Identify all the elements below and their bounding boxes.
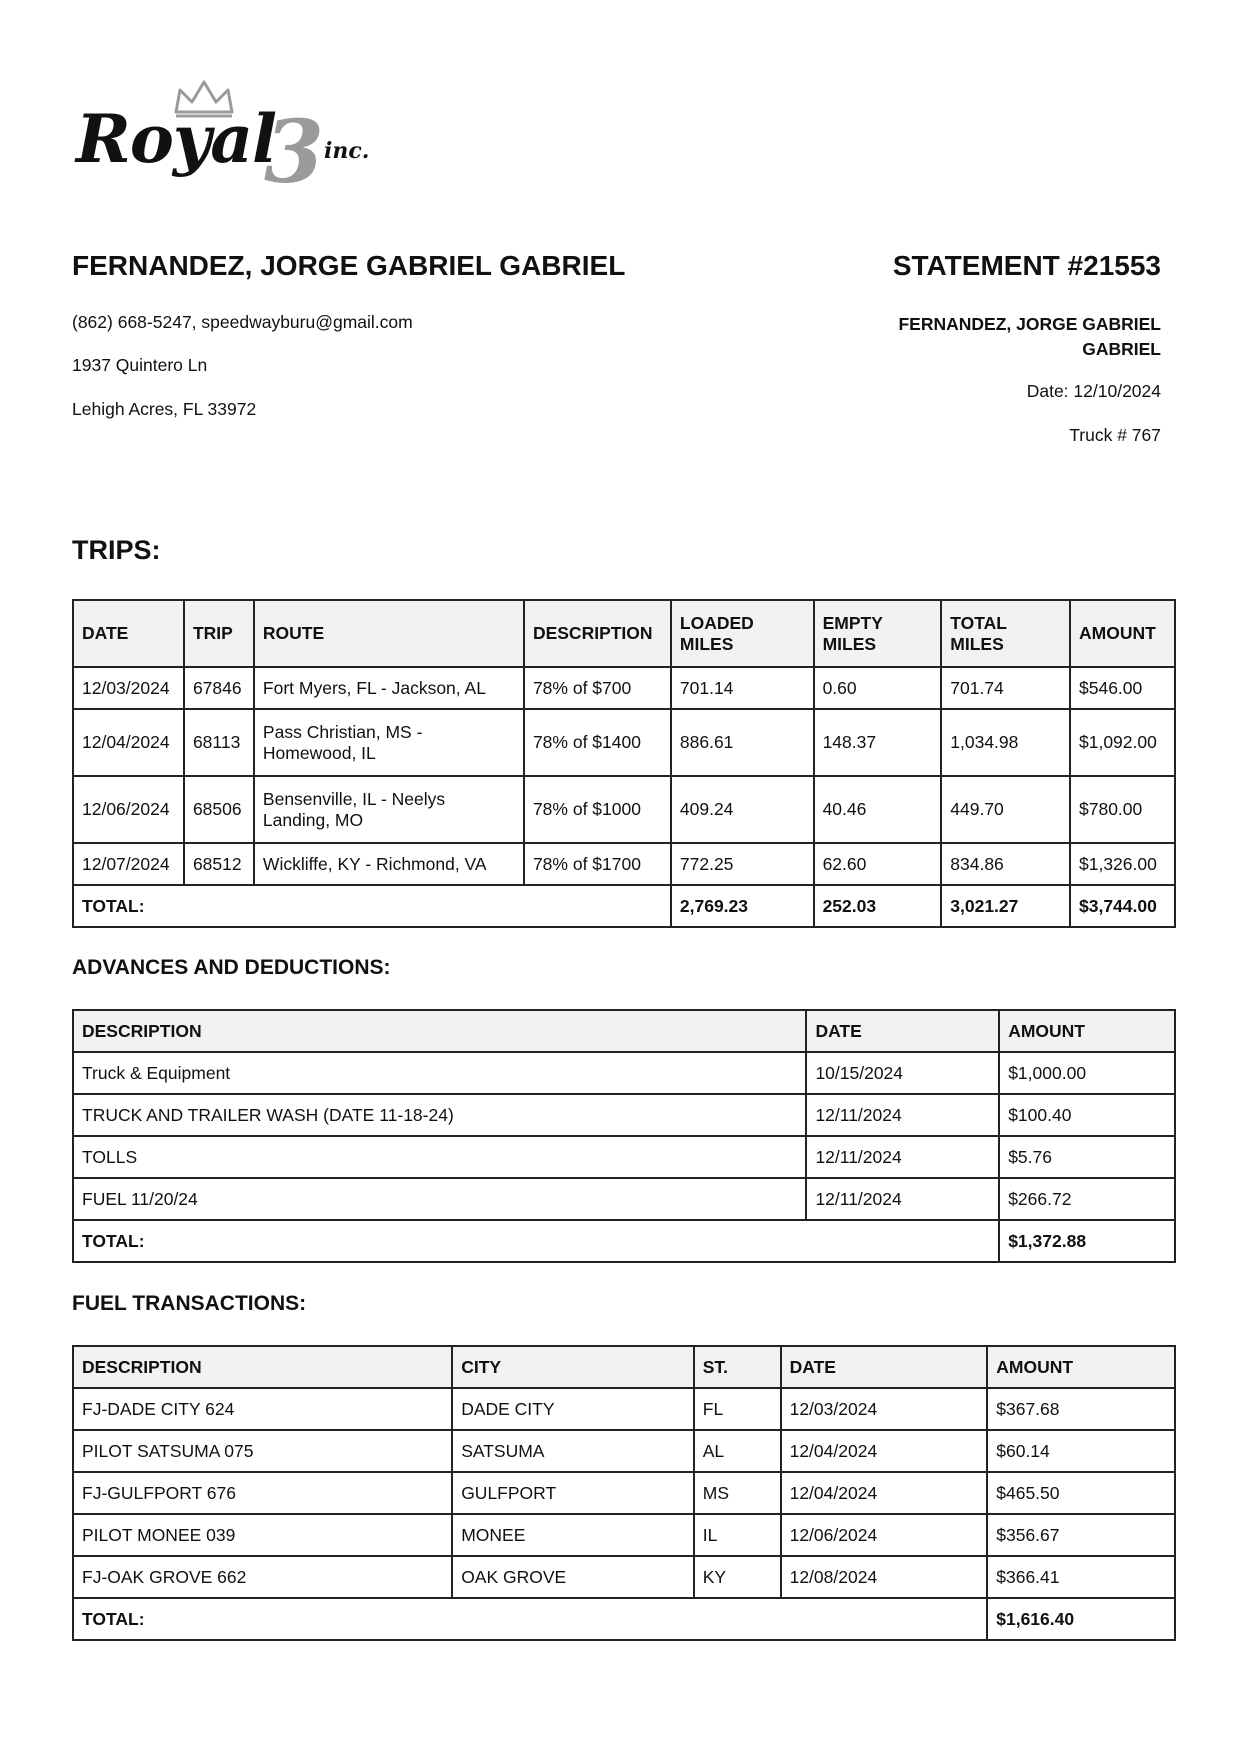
- driver-contact: (862) 668-5247, speedwayburu@gmail.com: [72, 312, 413, 332]
- statement-date: Date: 12/10/2024: [1026, 381, 1161, 401]
- column-header: LOADED MILES: [671, 600, 814, 667]
- table-cell: 78% of $1000: [524, 776, 671, 843]
- table-cell: PILOT SATSUMA 075: [73, 1430, 452, 1472]
- table-cell: FUEL 11/20/24: [73, 1178, 806, 1220]
- table-cell: SATSUMA: [452, 1430, 694, 1472]
- table-cell: 78% of $1700: [524, 843, 671, 885]
- driver-name: FERNANDEZ, JORGE GABRIEL GABRIEL: [72, 250, 626, 281]
- table-cell: 67846: [184, 667, 254, 709]
- table-row: [73, 709, 1175, 776]
- table-cell: $1,000.00: [999, 1052, 1175, 1094]
- table-row: [73, 1472, 1175, 1514]
- company-logo: [76, 78, 396, 203]
- table-cell: Pass Christian, MS - Homewood, IL: [254, 709, 524, 776]
- column-header: EMPTY MILES: [814, 600, 942, 667]
- table-cell: FJ-DADE CITY 624: [73, 1388, 452, 1430]
- table-cell: DADE CITY: [452, 1388, 694, 1430]
- table-cell: TOLLS: [73, 1136, 806, 1178]
- statement-truck: Truck # 767: [1069, 425, 1161, 445]
- table-cell: GULFPORT: [452, 1472, 694, 1514]
- column-header: DESCRIPTION: [73, 1010, 806, 1052]
- table-cell: 12/03/2024: [781, 1388, 988, 1430]
- table-header-row: [73, 1346, 1175, 1388]
- table-total-row: [73, 1220, 1175, 1262]
- table-row: [73, 1052, 1175, 1094]
- column-header: DATE: [806, 1010, 999, 1052]
- table-cell: KY: [694, 1556, 781, 1598]
- table-cell: 68113: [184, 709, 254, 776]
- table-cell: 10/15/2024: [806, 1052, 999, 1094]
- table-row: [73, 776, 1175, 843]
- table-cell: Truck & Equipment: [73, 1052, 806, 1094]
- total-miles: 3,021.27: [941, 885, 1070, 927]
- table-cell: Bensenville, IL - Neelys Landing, MO: [254, 776, 524, 843]
- table-cell: 834.86: [941, 843, 1070, 885]
- logo-suffix: inc.: [324, 138, 370, 164]
- table-cell: $100.40: [999, 1094, 1175, 1136]
- table-cell: 12/04/2024: [781, 1472, 988, 1514]
- table-cell: 12/08/2024: [781, 1556, 988, 1598]
- table-row: [73, 1178, 1175, 1220]
- table-cell: 62.60: [814, 843, 942, 885]
- logo-wordmark: Royal: [76, 100, 277, 178]
- table-cell: IL: [694, 1514, 781, 1556]
- table-cell: 0.60: [814, 667, 942, 709]
- table-cell: FJ-OAK GROVE 662: [73, 1556, 452, 1598]
- column-header: TOTAL MILES: [941, 600, 1070, 667]
- table-cell: 449.70: [941, 776, 1070, 843]
- table-cell: 12/04/2024: [781, 1430, 988, 1472]
- total-label: TOTAL:: [73, 1220, 999, 1262]
- table-header-row: [73, 600, 1175, 667]
- total-empty-miles: 252.03: [814, 885, 942, 927]
- column-header: DATE: [781, 1346, 988, 1388]
- table-cell: 68506: [184, 776, 254, 843]
- table-cell: OAK GROVE: [452, 1556, 694, 1598]
- logo-number: 3: [264, 102, 324, 203]
- table-cell: 701.74: [941, 667, 1070, 709]
- table-row: [73, 843, 1175, 885]
- table-row: [73, 1514, 1175, 1556]
- table-cell: 409.24: [671, 776, 814, 843]
- column-header: ST.: [694, 1346, 781, 1388]
- table-cell: 12/11/2024: [806, 1094, 999, 1136]
- table-cell: FJ-GULFPORT 676: [73, 1472, 452, 1514]
- table-cell: $5.76: [999, 1136, 1175, 1178]
- table-cell: Wickliffe, KY - Richmond, VA: [254, 843, 524, 885]
- table-cell: $780.00: [1070, 776, 1175, 843]
- table-cell: 12/03/2024: [73, 667, 184, 709]
- driver-street: 1937 Quintero Ln: [72, 355, 208, 375]
- table-cell: $1,092.00: [1070, 709, 1175, 776]
- column-header: AMOUNT: [999, 1010, 1175, 1052]
- trips-heading: TRIPS:: [72, 535, 161, 565]
- table-cell: TRUCK AND TRAILER WASH (DATE 11-18-24): [73, 1094, 806, 1136]
- table-cell: MONEE: [452, 1514, 694, 1556]
- table-cell: 68512: [184, 843, 254, 885]
- advances-heading: ADVANCES AND DEDUCTIONS:: [72, 956, 391, 979]
- table-cell: $366.41: [987, 1556, 1175, 1598]
- statement-driver-name: FERNANDEZ, JORGE GABRIEL GABRIEL: [898, 314, 1161, 359]
- table-cell: $465.50: [987, 1472, 1175, 1514]
- table-cell: 12/07/2024: [73, 843, 184, 885]
- table-cell: 12/11/2024: [806, 1136, 999, 1178]
- total-label: TOTAL:: [73, 1598, 987, 1640]
- fuel-transactions-table: [72, 1345, 1176, 1641]
- table-cell: 12/06/2024: [73, 776, 184, 843]
- table-cell: 12/11/2024: [806, 1178, 999, 1220]
- total-label: TOTAL:: [73, 885, 671, 927]
- table-cell: $367.68: [987, 1388, 1175, 1430]
- column-header: CITY: [452, 1346, 694, 1388]
- table-cell: Fort Myers, FL - Jackson, AL: [254, 667, 524, 709]
- column-header: ROUTE: [254, 600, 524, 667]
- statement-title: STATEMENT #21553: [892, 250, 1161, 281]
- table-cell: 1,034.98: [941, 709, 1070, 776]
- table-row: [73, 1388, 1175, 1430]
- total-amount: $1,616.40: [987, 1598, 1175, 1640]
- table-cell: $60.14: [987, 1430, 1175, 1472]
- table-cell: $546.00: [1070, 667, 1175, 709]
- table-cell: 40.46: [814, 776, 942, 843]
- table-cell: $266.72: [999, 1178, 1175, 1220]
- driver-city: Lehigh Acres, FL 33972: [72, 399, 257, 419]
- table-cell: $1,326.00: [1070, 843, 1175, 885]
- table-cell: 772.25: [671, 843, 814, 885]
- table-cell: 78% of $1400: [524, 709, 671, 776]
- table-cell: PILOT MONEE 039: [73, 1514, 452, 1556]
- column-header: DESCRIPTION: [73, 1346, 452, 1388]
- table-row: [73, 1556, 1175, 1598]
- total-amount: $3,744.00: [1070, 885, 1175, 927]
- table-total-row: [73, 1598, 1175, 1640]
- table-cell: AL: [694, 1430, 781, 1472]
- table-total-row: [73, 885, 1175, 927]
- trips-table: [72, 599, 1176, 928]
- table-row: [73, 1136, 1175, 1178]
- table-row: [73, 1430, 1175, 1472]
- total-loaded-miles: 2,769.23: [671, 885, 814, 927]
- table-cell: 701.14: [671, 667, 814, 709]
- column-header: AMOUNT: [987, 1346, 1175, 1388]
- table-cell: 12/04/2024: [73, 709, 184, 776]
- advances-table: [72, 1009, 1176, 1263]
- table-cell: 12/06/2024: [781, 1514, 988, 1556]
- table-cell: 886.61: [671, 709, 814, 776]
- table-header-row: [73, 1010, 1175, 1052]
- total-amount: $1,372.88: [999, 1220, 1175, 1262]
- table-cell: MS: [694, 1472, 781, 1514]
- table-row: [73, 667, 1175, 709]
- column-header: TRIP: [184, 600, 254, 667]
- table-row: [73, 1094, 1175, 1136]
- table-cell: 148.37: [814, 709, 942, 776]
- fuel-heading: FUEL TRANSACTIONS:: [72, 1292, 307, 1315]
- table-cell: $356.67: [987, 1514, 1175, 1556]
- column-header: AMOUNT: [1070, 600, 1175, 667]
- column-header: DESCRIPTION: [524, 600, 671, 667]
- column-header: DATE: [73, 600, 184, 667]
- table-cell: FL: [694, 1388, 781, 1430]
- table-cell: 78% of $700: [524, 667, 671, 709]
